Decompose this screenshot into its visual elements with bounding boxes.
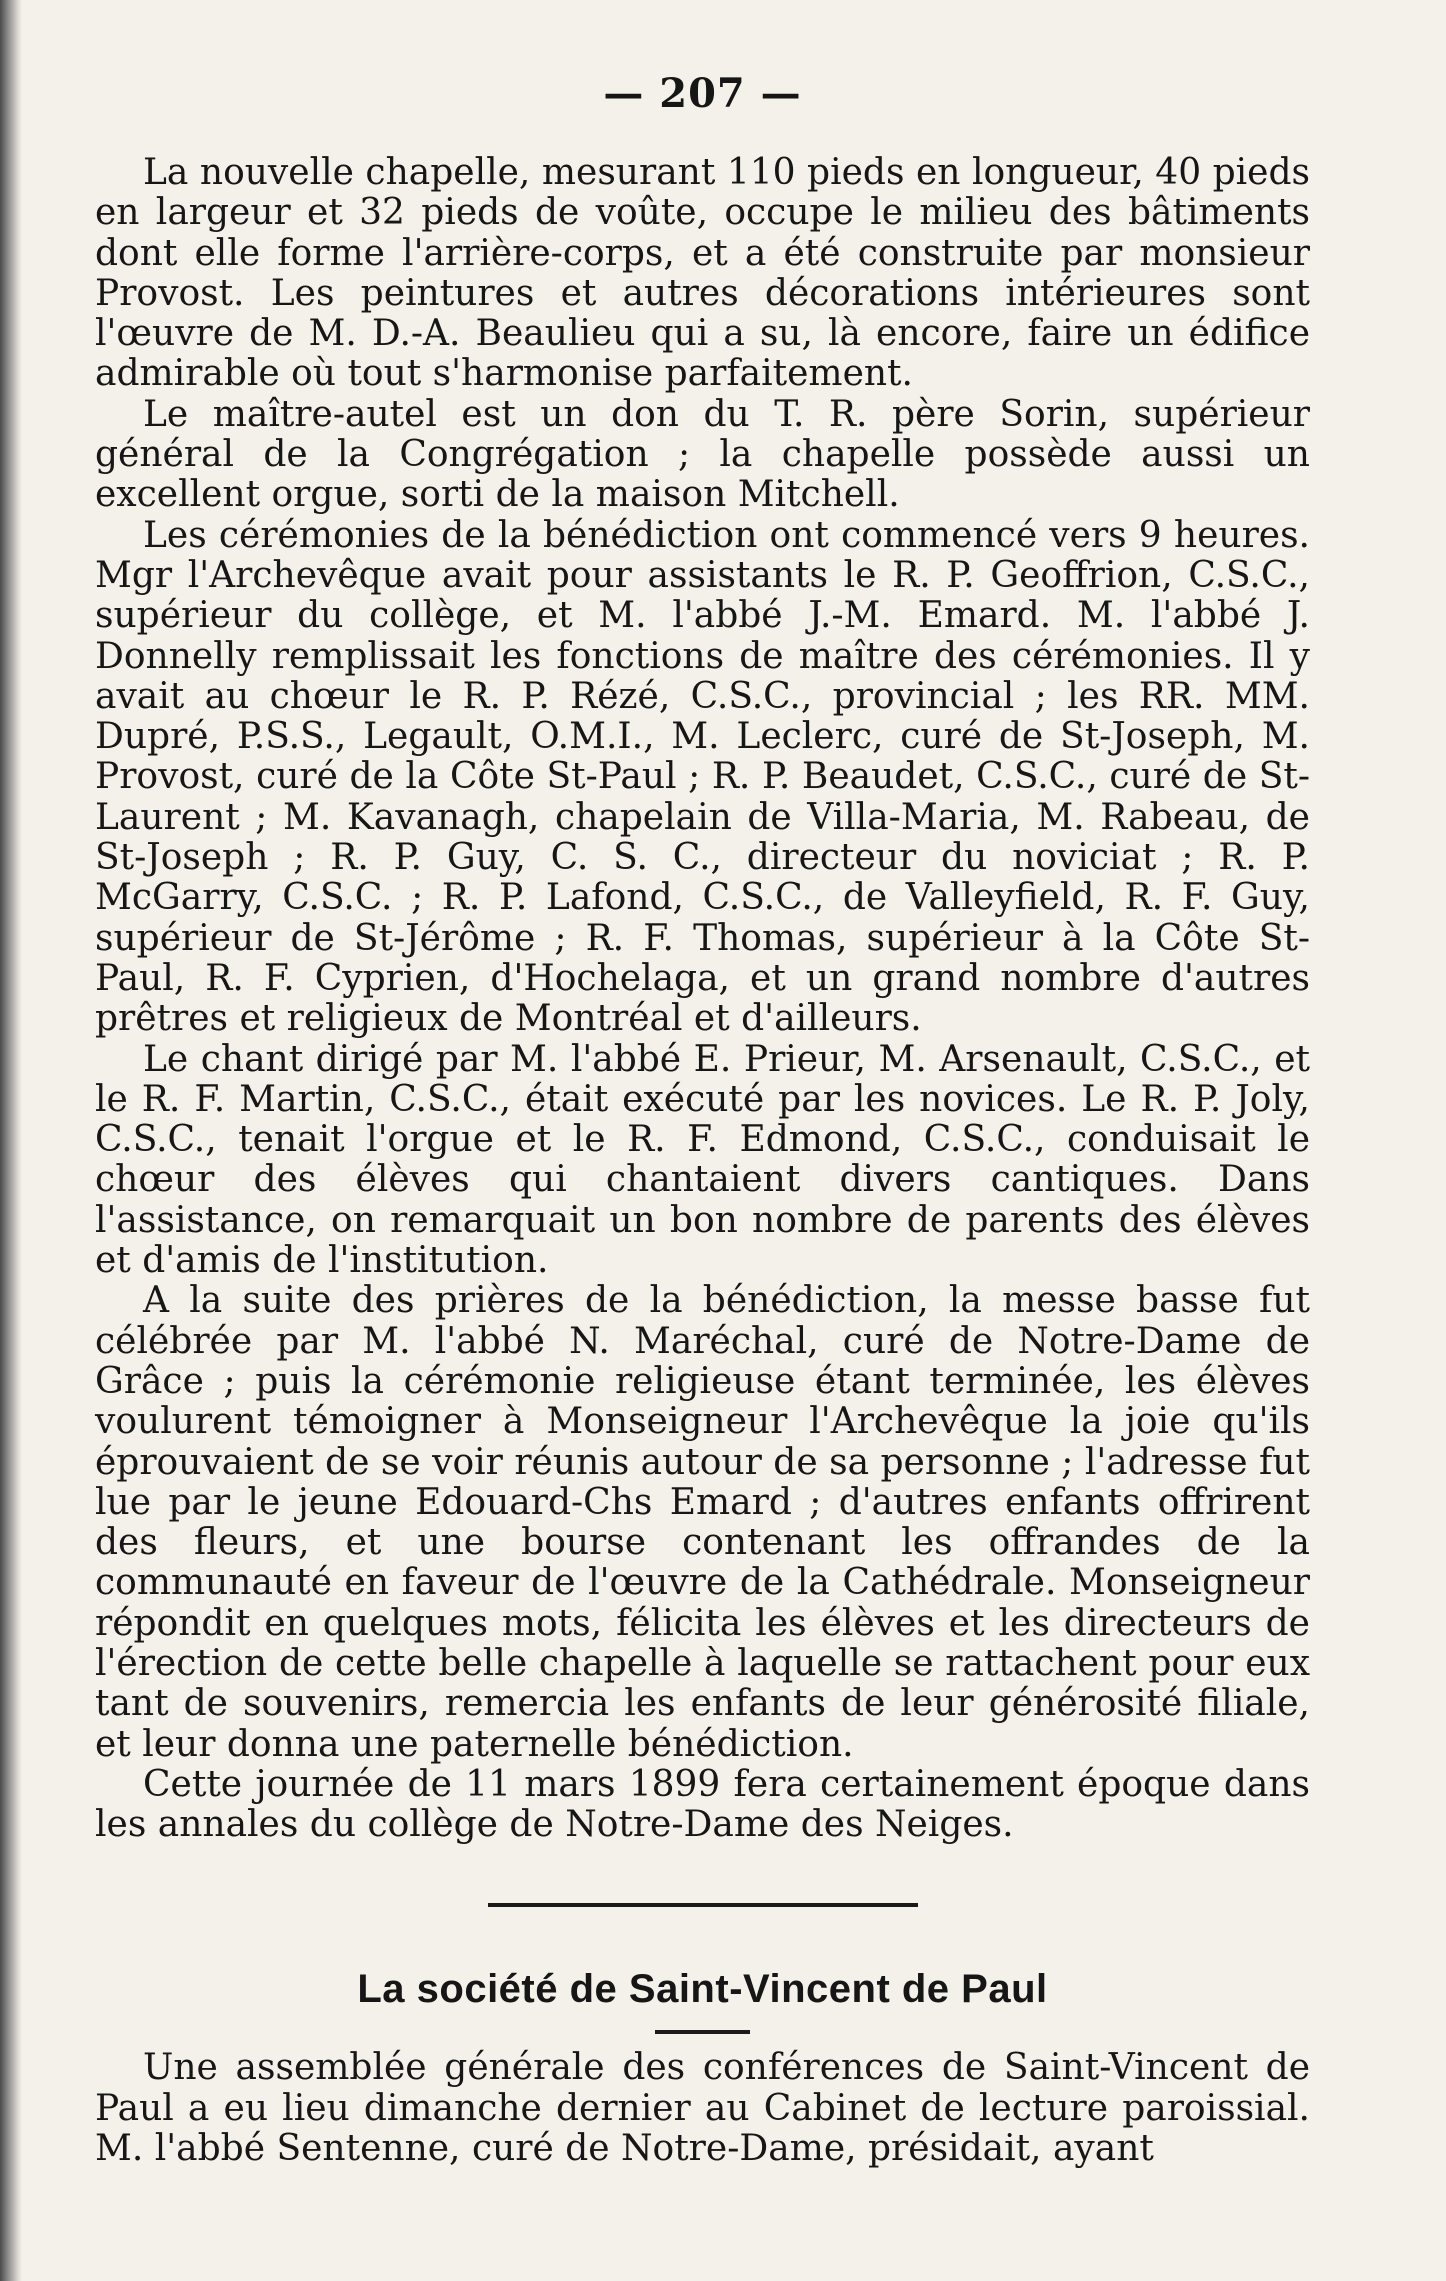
paragraph-mass-address: A la suite des prières de la bénédiction, la messe basse fut célébrée par M. l'abbé N. Maréchal, curé de Notre-Dame de Grâce ; puis la cérémonie religieuse étant terminée, les élèves voulurent témoigner à Monseigneur l'Archevêque la joie qu'ils éprouvaient de se voir réunis autour de sa personne ; l'adresse fut lue par le jeune Edouard-Chs Emard ; d'autres enfants offrirent des fleurs, et une bourse contenant les offrandes de la communauté en faveur de l'œuvre de la Cathédrale. Monseigneur répondit en quelques mots, félicita les élèves et les directeurs de l'érection de cette belle chapelle à laquelle se rattachent pour eux tant de souvenirs, remercia les enfants de leur générosité filiale, et leur donna une paternelle bénédiction. [95,1280,1310,1765]
page-scan-edge [0,0,22,2281]
paragraph-chapel-description: La nouvelle chapelle, mesurant 110 pieds en longueur, 40 pieds en largeur et 32 pieds de voûte, occupe le milieu des bâtiments dont elle forme l'arrière-corps, et a été construite par monsieur Provost. Les peintures et autres décorations intérieures sont l'œuvre de M. D.-A. Beaulieu qui a su, là encore, faire un édifice admirable où tout s'harmonise parfaitement. [95,152,1310,395]
section-title-underline [655,2030,750,2034]
paragraph-closing: Cette journée de 11 mars 1899 fera certainement époque dans les annales du collège de Notre-Dame des Neiges. [95,1763,1310,1846]
page-number: — 207 — [603,70,802,117]
section-divider [488,1903,918,1907]
paragraph-singing: Le chant dirigé par M. l'abbé E. Prieur, M. Arsenault, C.S.C., et le R. F. Martin, C.S.C., était exécuté par les novices. Le R. P. Joly, C.S.C., tenait l'orgue et le R. F. Edmond, C.S.C., conduisait le chœur des élèves qui chantaient divers cantiques. Dans l'assistance, on remarquait un bon nombre de parents des élèves et d'amis de l'institution. [95,1038,1310,1282]
paragraph-saint-vincent: Une assemblée générale des conférences de Saint-Vincent de Paul a eu lieu dimanche dernier au Cabinet de lecture paroissial. M. l'abbé Sentenne, curé de Notre-Dame, présidait, ayant [95,2047,1310,2170]
paragraph-ceremony-attendees: Les cérémonies de la bénédiction ont commencé vers 9 heures. Mgr l'Archevêque avait pour assistants le R. P. Geoffrion, C.S.C., supérieur du collège, et M. l'abbé J.-M. Emard. M. l'abbé J. Donnelly remplissait les fonctions de maître des cérémonies. Il y avait au chœur le R. P. Rézé, C.S.C., provincial ; les RR. MM. Dupré, P.S.S., Legault, O.M.I., M. Leclerc, curé de St-Joseph, M. Provost, curé de la Côte St-Paul ; R. P. Beaudet, C.S.C., curé de St-Laurent ; M. Kavanagh, chapelain de Villa-Maria, M. Rabeau, de St-Joseph ; R. P. Guy, C. S. C., directeur du noviciat ; R. P. McGarry, C.S.C. ; R. P. Lafond, C.S.C., de Valleyfield, R. F. Guy, supérieur de St-Jérôme ; R. F. Thomas, supérieur à la Côte St-Paul, R. F. Cyprien, d'Hochelaga, et un grand nombre d'autres prêtres et religieux de Montréal et d'ailleurs. [95,514,1310,1040]
section-title: La société de Saint-Vincent de Paul [357,1967,1048,2012]
document-page [95,70,1310,2169]
paragraph-altar-organ: Le maître-autel est un don du T. R. père Sorin, supérieur général de la Congrégation ; la chapelle possède aussi un excellent orgue, sorti de la maison Mitchell. [95,393,1310,516]
